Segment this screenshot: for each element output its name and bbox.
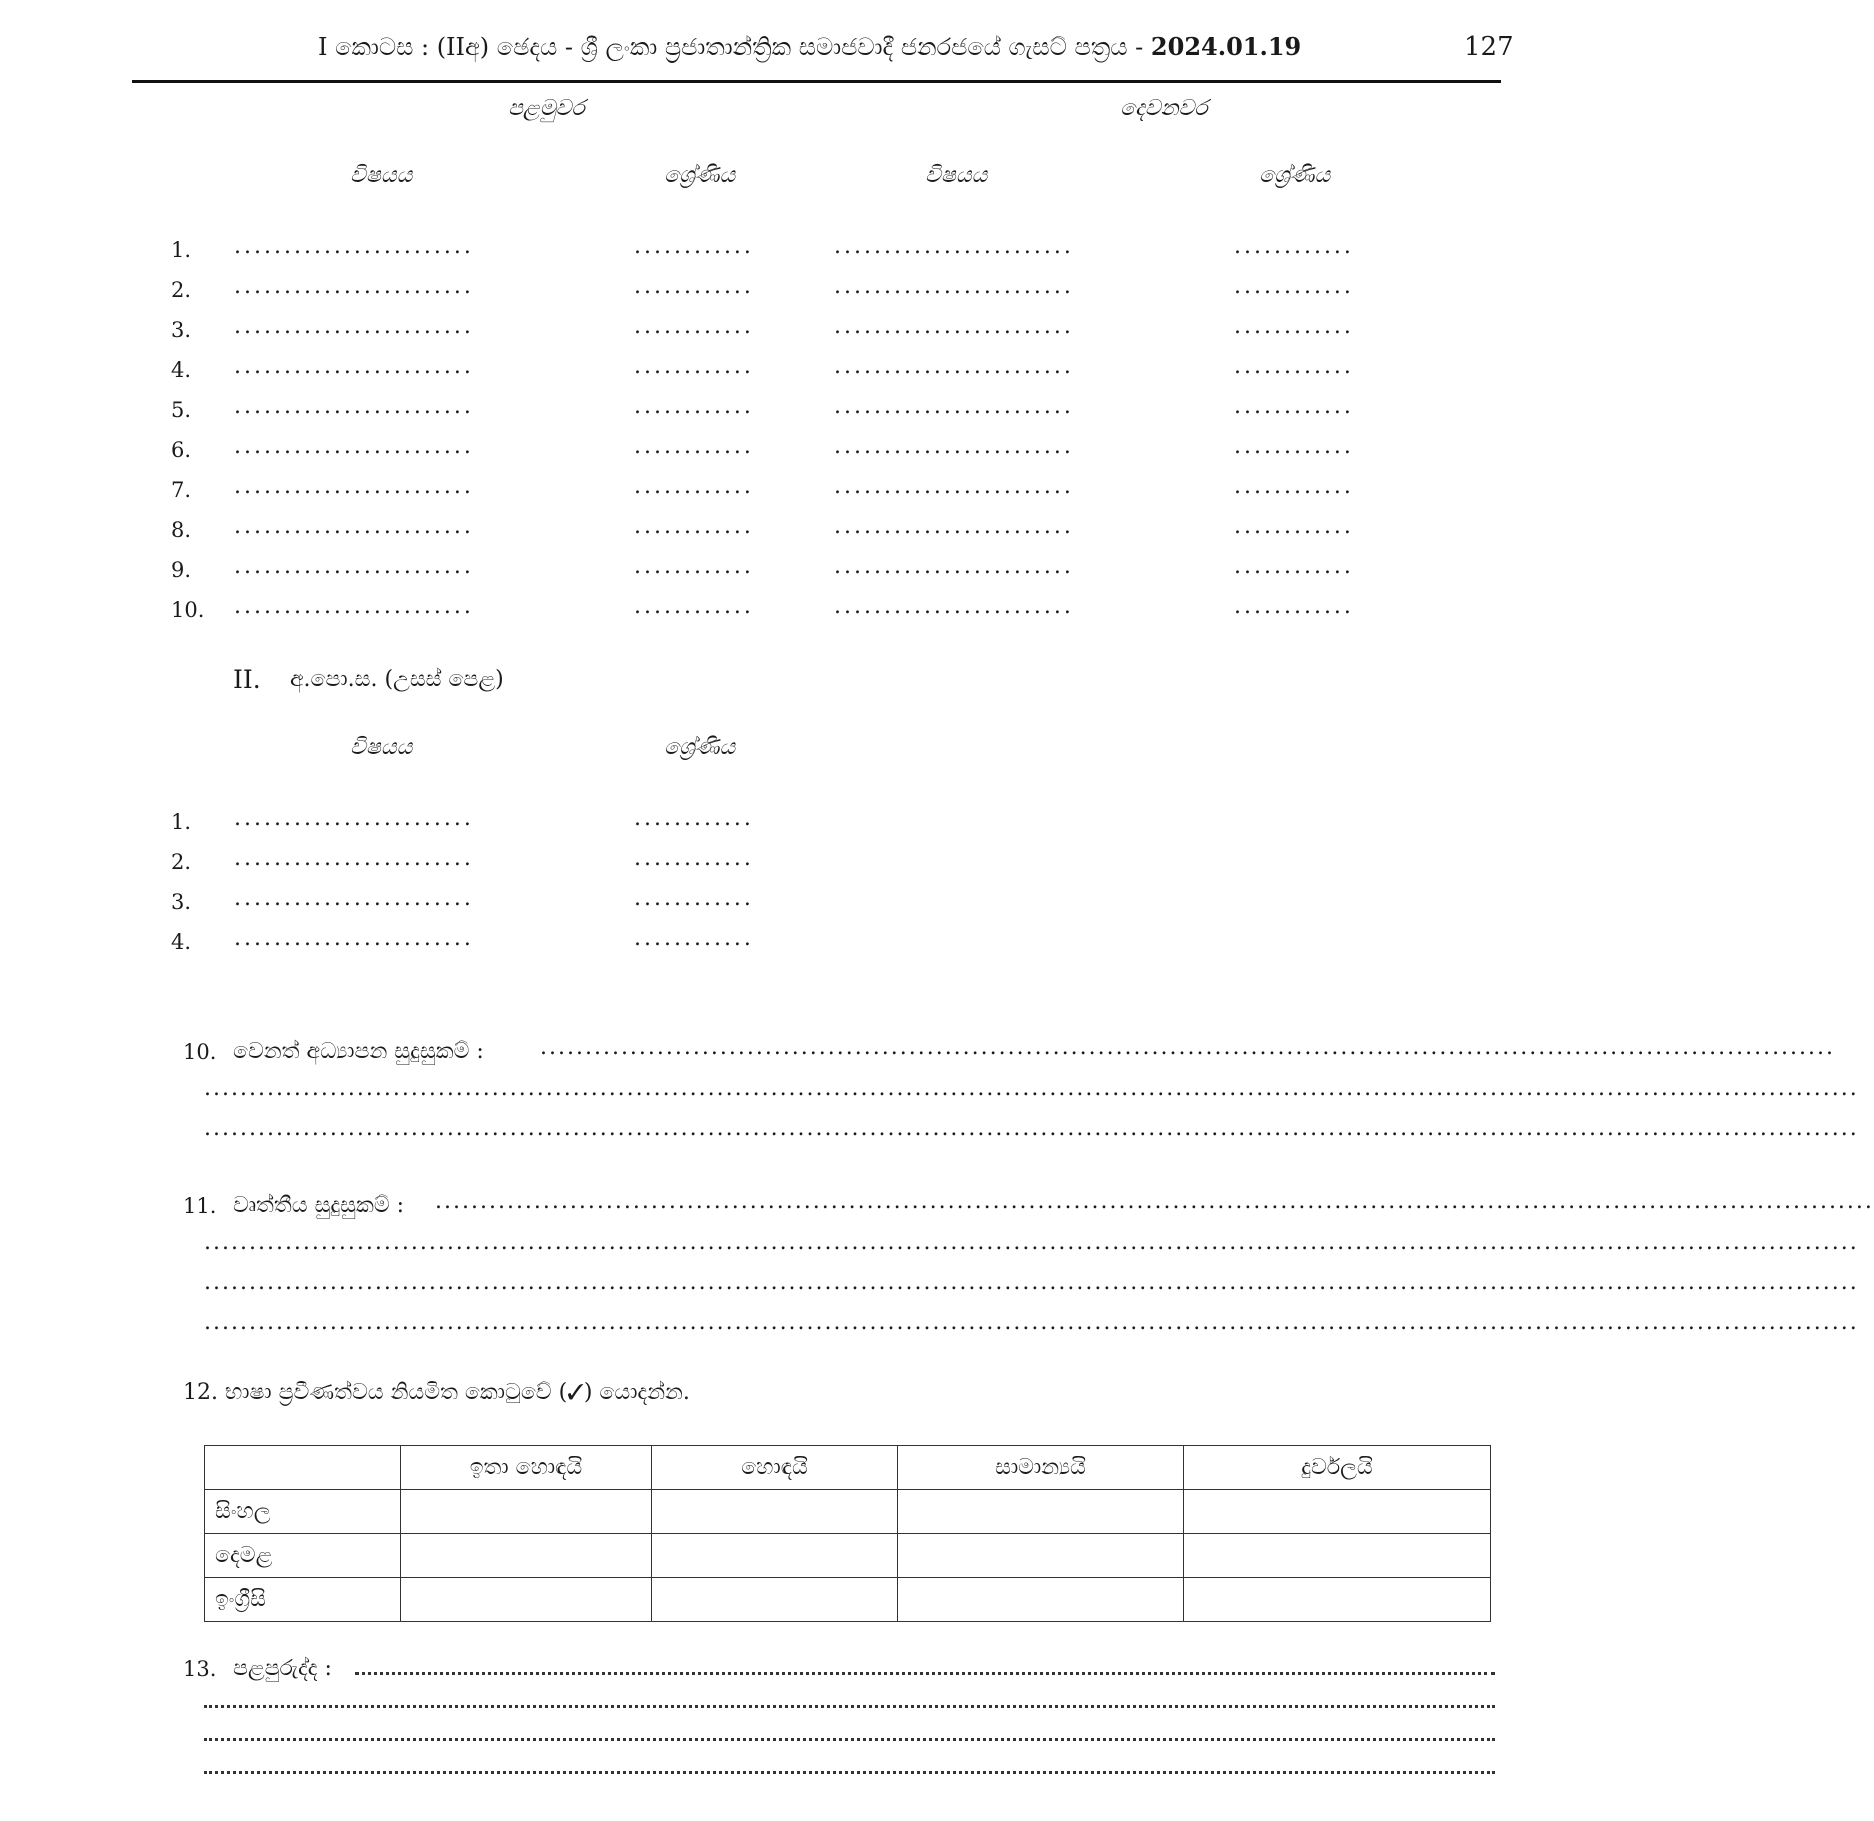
item11-answer-line-2[interactable]: ........................................................................................................................................................................................: [204, 1230, 1859, 1255]
language-tamil: දෙමළ: [205, 1534, 401, 1578]
table-header-corner: [205, 1446, 401, 1490]
second-subject-field[interactable]: ........................: [834, 594, 1074, 619]
second-grade-field[interactable]: ............: [1234, 434, 1354, 459]
first-attempt-heading: පළමුවර: [508, 96, 585, 121]
item10-answer-line-2[interactable]: ........................................................................................................................................................................................: [204, 1076, 1859, 1101]
first-grade-field[interactable]: ............: [634, 554, 754, 579]
checkbox-cell[interactable]: [1184, 1578, 1491, 1622]
row-number: 3.: [171, 890, 192, 914]
first-grade-field[interactable]: ............: [634, 274, 754, 299]
checkbox-cell[interactable]: [1184, 1490, 1491, 1534]
second-subject-field[interactable]: ........................: [834, 274, 1074, 299]
al-subject-field[interactable]: ........................: [234, 846, 474, 871]
language-proficiency-table: [204, 1445, 1491, 1622]
second-subject-field[interactable]: ........................: [834, 434, 1074, 459]
item11-answer-line-1[interactable]: ................................................................................................................................................................: [435, 1189, 1874, 1214]
checkbox-cell[interactable]: [401, 1578, 652, 1622]
table-row: [205, 1534, 1491, 1578]
second-grade-field[interactable]: ............: [1234, 354, 1354, 379]
item13-answer-line-3[interactable]: [204, 1736, 1495, 1741]
second-subject-field[interactable]: ........................: [834, 514, 1074, 539]
second-subject-field[interactable]: ........................: [834, 314, 1074, 339]
first-grade-field[interactable]: ............: [634, 514, 754, 539]
first-grade-field[interactable]: ............: [634, 234, 754, 259]
grade-heading-2: ශ්‍රේණිය: [1259, 163, 1331, 188]
second-grade-field[interactable]: ............: [1234, 514, 1354, 539]
first-grade-field[interactable]: ............: [634, 314, 754, 339]
checkbox-cell[interactable]: [401, 1490, 652, 1534]
subject-heading-1: විෂයය: [350, 163, 413, 188]
table-row: [205, 1578, 1491, 1622]
row-number: 2.: [171, 850, 192, 874]
first-grade-field[interactable]: ............: [634, 394, 754, 419]
al-grade-field[interactable]: ............: [634, 886, 754, 911]
table-row: [205, 1490, 1491, 1534]
al-grade-heading: ශ්‍රේණිය: [664, 735, 736, 760]
item10-number: 10.: [183, 1040, 217, 1064]
item11-label: වෘත්තීය සුදුසුකම් :: [233, 1193, 405, 1218]
first-subject-field[interactable]: ........................: [234, 514, 474, 539]
first-grade-field[interactable]: ............: [634, 474, 754, 499]
second-subject-field[interactable]: ........................: [834, 554, 1074, 579]
al-subject-field[interactable]: ........................: [234, 926, 474, 951]
row-number: 3.: [171, 318, 192, 342]
al-grade-field[interactable]: ............: [634, 806, 754, 831]
second-grade-field[interactable]: ............: [1234, 474, 1354, 499]
item12-instruction: 12. භාෂා ප්‍රවීණත්වය නියමිත කොටුවේ (✓) යොදන්න.: [183, 1380, 690, 1405]
item11-number: 11.: [183, 1194, 217, 1218]
second-grade-field[interactable]: ............: [1234, 554, 1354, 579]
first-grade-field[interactable]: ............: [634, 434, 754, 459]
header-date: 2024.01.19: [1150, 32, 1302, 61]
first-subject-field[interactable]: ........................: [234, 554, 474, 579]
checkbox-cell[interactable]: [652, 1490, 898, 1534]
row-number: 10.: [171, 598, 205, 622]
second-grade-field[interactable]: ............: [1234, 394, 1354, 419]
item13-number: 13.: [183, 1657, 217, 1681]
al-subject-field[interactable]: ........................: [234, 886, 474, 911]
subject-heading-2: විෂයය: [925, 163, 988, 188]
second-subject-field[interactable]: ........................: [834, 474, 1074, 499]
page-header-title: [318, 32, 1301, 61]
table-header-very-good: ඉතා හොඳයි: [401, 1446, 652, 1490]
al-grade-field[interactable]: ............: [634, 846, 754, 871]
first-subject-field[interactable]: ........................: [234, 594, 474, 619]
al-grade-field[interactable]: ............: [634, 926, 754, 951]
second-subject-field[interactable]: ........................: [834, 234, 1074, 259]
row-number: 6.: [171, 438, 192, 462]
page-number: 127: [1464, 32, 1514, 62]
item13-label: පළපුරුද්ද :: [233, 1656, 332, 1681]
item10-label: වෙනත් අධ්‍යාපන සුදුසුකම් :: [233, 1039, 484, 1064]
al-section-title: අ.පො.ස. (උසස් පෙළ): [290, 667, 504, 692]
second-grade-field[interactable]: ............: [1234, 314, 1354, 339]
table-header-average: සාමාන්‍යයි: [898, 1446, 1184, 1490]
first-subject-field[interactable]: ........................: [234, 474, 474, 499]
first-subject-field[interactable]: ........................: [234, 314, 474, 339]
first-subject-field[interactable]: ........................: [234, 394, 474, 419]
row-number: 7.: [171, 478, 192, 502]
item13-answer-line-4[interactable]: [204, 1769, 1495, 1774]
first-subject-field[interactable]: ........................: [234, 274, 474, 299]
row-number: 9.: [171, 558, 192, 582]
table-header-good: හොඳයි: [652, 1446, 898, 1490]
first-subject-field[interactable]: ........................: [234, 354, 474, 379]
row-number: 1.: [171, 238, 192, 262]
language-sinhala: සිංහල: [205, 1490, 401, 1534]
item10-answer-line-1[interactable]: ................................................................................................................................................: [540, 1035, 1836, 1060]
second-attempt-heading: දෙවනවර: [1120, 96, 1208, 121]
checkbox-cell[interactable]: [652, 1578, 898, 1622]
table-header-weak: දුර්වලයි: [1184, 1446, 1491, 1490]
item11-answer-line-4[interactable]: ........................................................................................................................................................................................: [204, 1310, 1859, 1335]
first-grade-field[interactable]: ............: [634, 354, 754, 379]
row-number: 8.: [171, 518, 192, 542]
language-english: ඉංග්‍රීසි: [205, 1578, 401, 1622]
row-number: 4.: [171, 930, 192, 954]
second-grade-field[interactable]: ............: [1234, 594, 1354, 619]
al-subject-field[interactable]: ........................: [234, 806, 474, 831]
checkbox-cell[interactable]: [898, 1490, 1184, 1534]
row-number: 5.: [171, 398, 192, 422]
item13-answer-line-1[interactable]: [355, 1670, 1495, 1675]
table-header-row: [205, 1446, 1491, 1490]
checkbox-cell[interactable]: [401, 1534, 652, 1578]
first-subject-field[interactable]: ........................: [234, 434, 474, 459]
row-number: 4.: [171, 358, 192, 382]
header-rule: [132, 80, 1501, 83]
grade-heading-1: ශ්‍රේණිය: [664, 163, 736, 188]
al-subject-heading: විෂයය: [350, 735, 413, 760]
checkbox-cell[interactable]: [1184, 1534, 1491, 1578]
second-grade-field[interactable]: ............: [1234, 274, 1354, 299]
item10-answer-line-3[interactable]: ........................................................................................................................................................................................: [204, 1116, 1859, 1141]
checkbox-cell[interactable]: [898, 1534, 1184, 1578]
first-grade-field[interactable]: ............: [634, 594, 754, 619]
al-section-roman: II.: [233, 665, 261, 694]
item11-answer-line-3[interactable]: ........................................................................................................................................................................................: [204, 1270, 1859, 1295]
header-title-text: I කොටස : (IIඅ) ඡෙදය - ශ්‍රී ලංකා ප්‍රජාතාන්ත්‍රික සමාජවාදී ජනරජයේ ගැසට් පත්‍රය -: [318, 33, 1144, 61]
second-subject-field[interactable]: ........................: [834, 354, 1074, 379]
checkbox-cell[interactable]: [898, 1578, 1184, 1622]
row-number: 1.: [171, 810, 192, 834]
first-subject-field[interactable]: ........................: [234, 234, 474, 259]
second-grade-field[interactable]: ............: [1234, 234, 1354, 259]
row-number: 2.: [171, 278, 192, 302]
second-subject-field[interactable]: ........................: [834, 394, 1074, 419]
item13-answer-line-2[interactable]: [204, 1703, 1495, 1708]
checkbox-cell[interactable]: [652, 1534, 898, 1578]
